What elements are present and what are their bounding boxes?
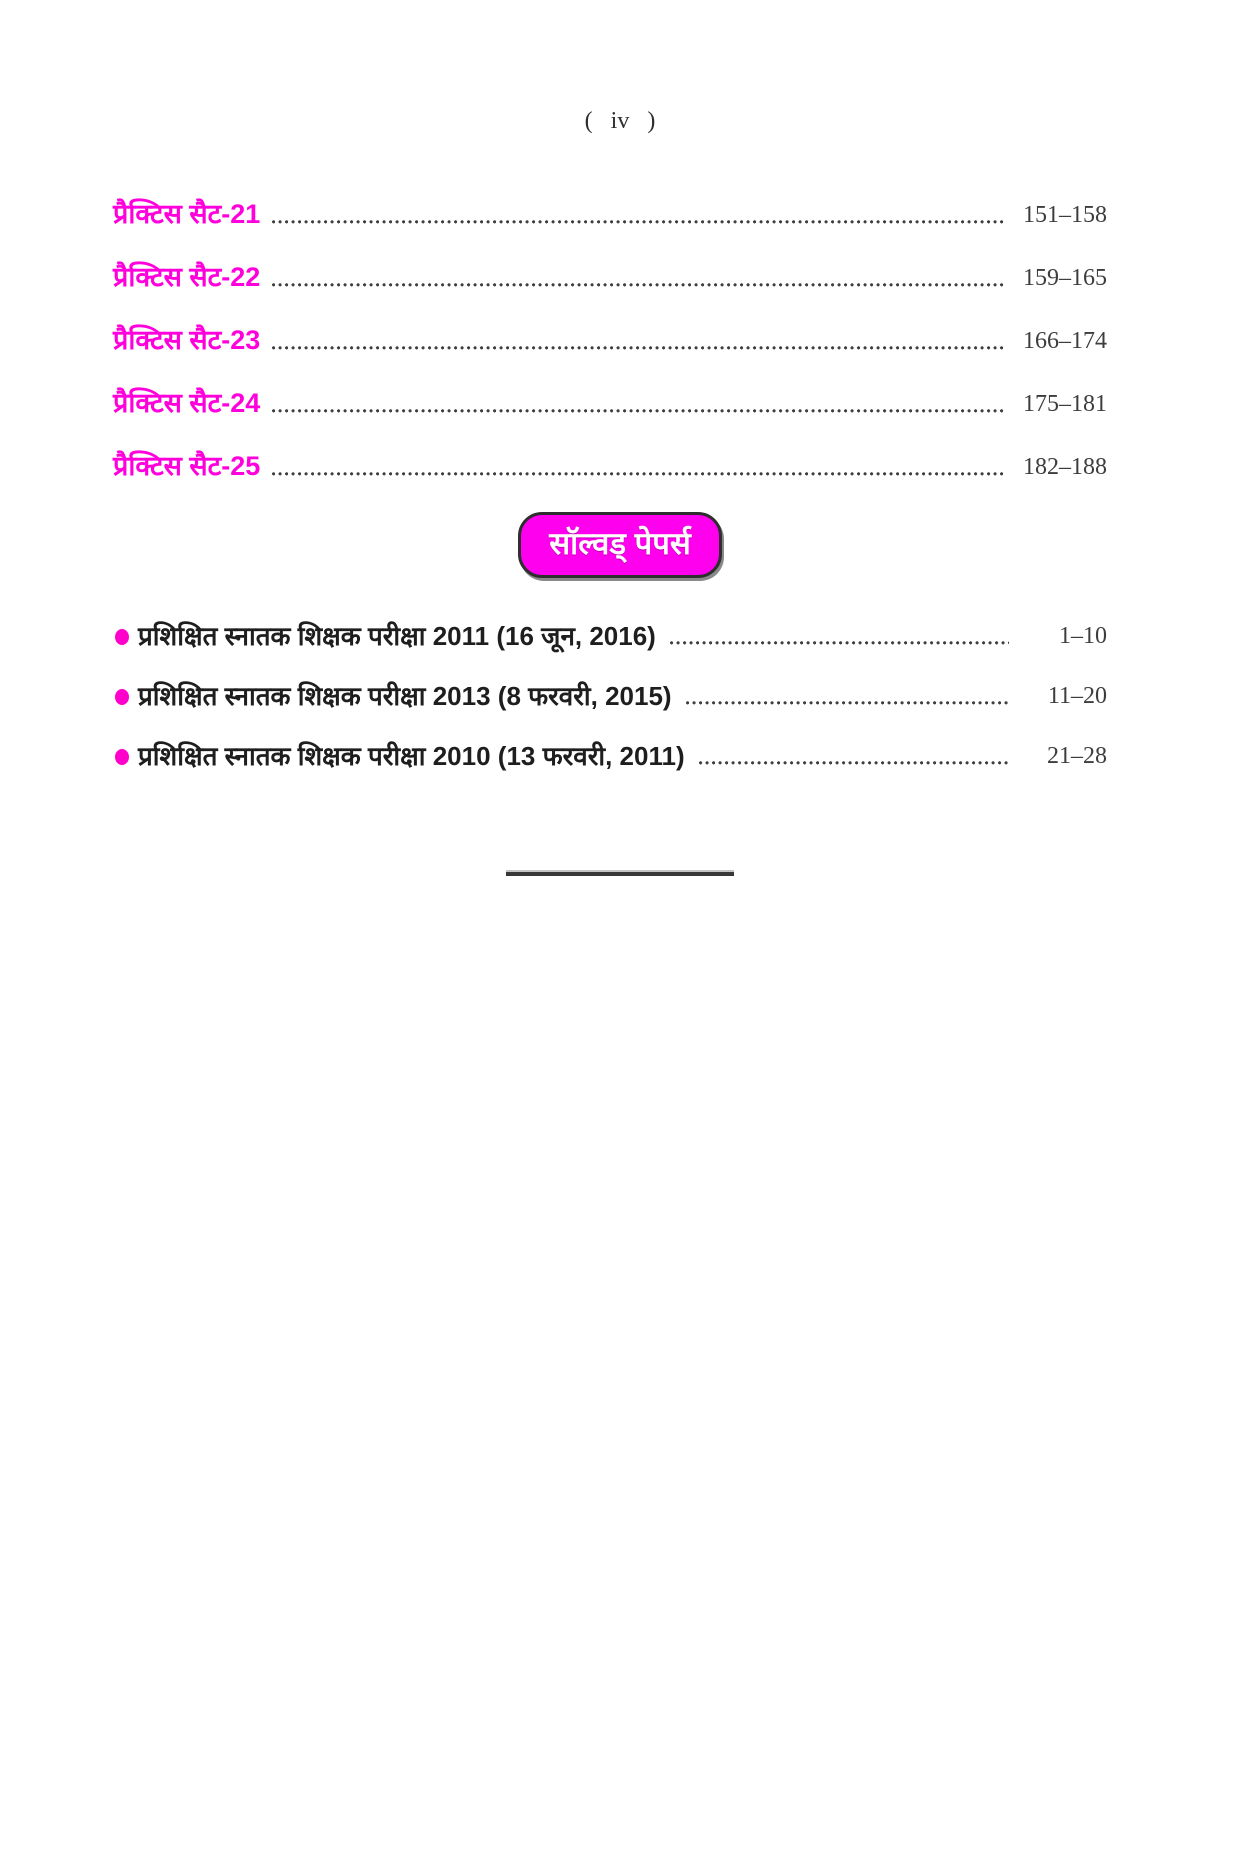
practice-set-21-pages: 151–158	[1023, 202, 1107, 228]
solved-paper-2010-label: प्रशिक्षित स्नातक शिक्षक परीक्षा 2010 (13 फरवरी, 2011)	[138, 741, 685, 771]
practice-set-24-label: प्रैक्टिस सैट-24	[113, 388, 261, 418]
solved-paper-2013-label: प्रशिक्षित स्नातक शिक्षक परीक्षा 2013 (8 फरवरी, 2015)	[138, 681, 672, 711]
toc-row-practice-set-23	[113, 323, 1107, 357]
dotted-leader	[272, 220, 1005, 224]
solved-paper-2011-label: प्रशिक्षित स्नातक शिक्षक परीक्षा 2011 (16 जून, 2016)	[138, 621, 656, 651]
solved-papers-list	[113, 620, 1107, 772]
dotted-leader	[272, 472, 1005, 476]
dotted-leader	[670, 641, 1009, 645]
practice-set-23-pages: 166–174	[1023, 328, 1107, 354]
bullet-icon	[115, 629, 129, 645]
practice-set-25-pages: 182–188	[1023, 454, 1107, 480]
end-of-contents-rule	[506, 870, 734, 876]
practice-set-21-label: प्रैक्टिस सैट-21	[113, 199, 261, 229]
book-toc-page	[0, 108, 1240, 1862]
toc-row-practice-set-22	[113, 260, 1107, 294]
dotted-leader	[272, 346, 1005, 350]
practice-set-22-label: प्रैक्टिस सैट-22	[113, 262, 261, 292]
page-number-header: ( iv )	[584, 108, 656, 134]
solved-papers-badge-row	[0, 512, 1240, 578]
practice-sets-list	[113, 197, 1107, 483]
toc-row-practice-set-25	[113, 449, 1107, 483]
toc-row-practice-set-24	[113, 386, 1107, 420]
practice-set-22-pages: 159–165	[1023, 265, 1107, 291]
dotted-leader	[272, 409, 1005, 413]
solved-paper-row-2013	[113, 680, 1107, 712]
bullet-icon	[115, 749, 129, 765]
dotted-leader	[686, 701, 1009, 705]
solved-papers-badge: सॉल्वड् पेपर्स	[518, 512, 722, 578]
toc-row-practice-set-21	[113, 197, 1107, 231]
practice-set-23-label: प्रैक्टिस सैट-23	[113, 325, 261, 355]
solved-paper-2010-pages: 21–28	[1047, 743, 1107, 769]
solved-paper-row-2011	[113, 620, 1107, 652]
dotted-leader	[272, 283, 1005, 287]
practice-set-25-label: प्रैक्टिस सैट-25	[113, 451, 261, 481]
solved-paper-row-2010	[113, 740, 1107, 772]
dotted-leader	[699, 761, 1009, 765]
bullet-icon	[115, 689, 129, 705]
solved-paper-2013-pages: 11–20	[1047, 683, 1107, 709]
solved-paper-2011-pages: 1–10	[1059, 623, 1107, 649]
practice-set-24-pages: 175–181	[1023, 391, 1107, 417]
